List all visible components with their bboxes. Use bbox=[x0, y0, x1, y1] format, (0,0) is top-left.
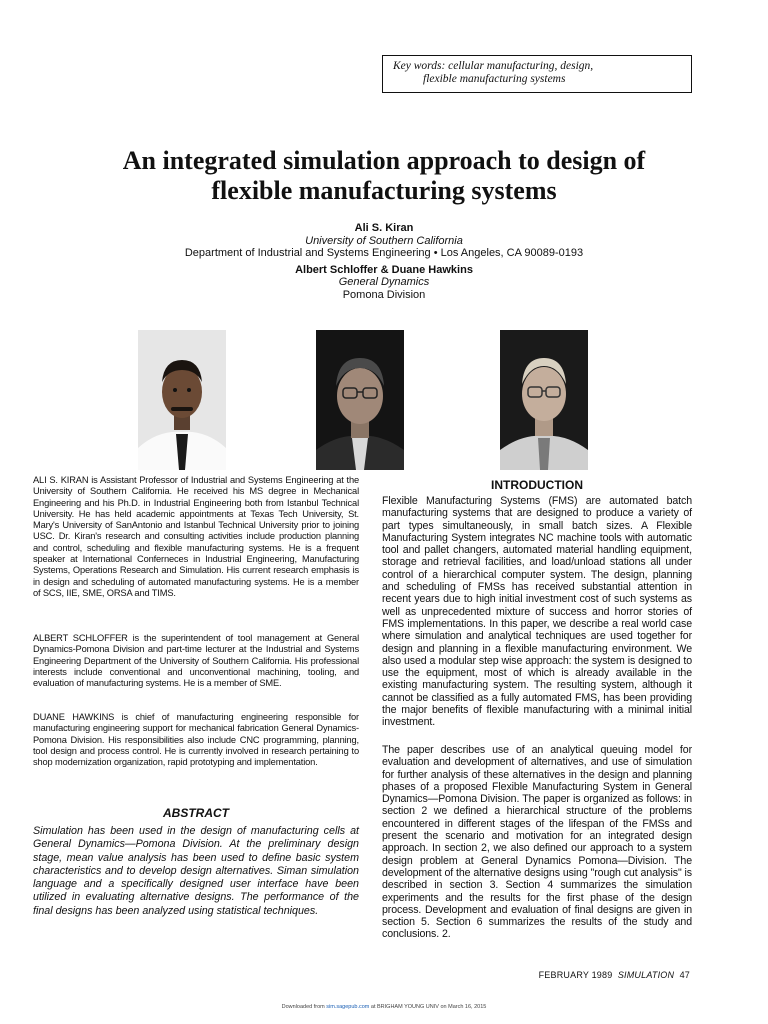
author-2-company: General Dynamics bbox=[338, 276, 430, 288]
intro-paragraph-1: Flexible Manufacturing Systems (FMS) are automated batch manufacturing systems that are designed to produce a variety of part types simultaneously, in small batch sizes. A Flexible Manufacturing System integrates NC machine tools with automatic tool and pallet changers, automated material handling equipment, storage and retrieval facilities, and load/unload stations all under control of a hierarchical computer system. The design, planning and scheduling of FMSs has received substantial attention in recent years due to high initial investment cost of such systems as well as unprecedented mixture of success and horror stories of FMS implementations. In this paper, we describe a real world case where simulation and analytical techniques are used together for design and planning in a flexible manufacturing environment. We also used a modular step wise approach: the system is designed to use the equipment, most of which is already available in the existing manufacturing system. The resulting system, although it cannot be classified as a fully automated FMS, has been providing the major benefits of flexible manufacturing with a minimal initial investment. bbox=[382, 495, 692, 729]
download-link[interactable]: sim.sagepub.com bbox=[326, 1004, 370, 1010]
download-prefix: Downloaded from bbox=[281, 1004, 327, 1010]
author-photo-hawkins bbox=[500, 330, 588, 470]
author-photo-kiran bbox=[138, 330, 226, 470]
page-footer bbox=[500, 970, 690, 980]
intro-paragraph-2: The paper describes use of an analytical queuing model for evaluation and development of alternatives, and use of simulation for further analysis of these alternatives in the design and planning phases of a proposed Flexible Manufacturing System in General Dynamics—Pomona Division. The paper is organized as follows: in section 2 we defined a hierarchical structure of the problems encountered in different stages of the lifespan of the FMSs and present the scenario and motivation for an integrated design approach. In section 2, we also defined our approach to a system design problem at General Dynamics Pomona—Division. The development of the alternative designs using "rough cut analysis" is described in section 3. Section 4 summarizes the simulation experiments and the results for the first phase of the design process. Development and evaluation of final designs are given in section 5. Section 6 summarizes the results of the study and conclusions. 2. bbox=[382, 744, 692, 941]
author-2-division: Pomona Division bbox=[342, 288, 426, 301]
author-1-department: Department of Industrial and Systems Engineering • Los Angeles, CA 90089-0193 bbox=[184, 247, 584, 259]
author-block bbox=[0, 222, 768, 301]
bio-schloffer: ALBERT SCHLOFFER is the superintendent of tool management at General Dynamics-Pomona Division and part-time lecturer at the Industrial and Systems Engineering Department of the University of Southern California. His professional interests include conventional and unconventional machining, tooling, and evaluation of manufacturing systems. He is a member of SME. bbox=[33, 633, 359, 689]
author-2-names: Albert Schloffer & Duane Hawkins bbox=[295, 263, 473, 276]
keywords-line-1: Key words: cellular manufacturing, design, bbox=[393, 60, 594, 72]
paper-title bbox=[0, 146, 768, 206]
abstract-heading: ABSTRACT bbox=[163, 806, 229, 820]
footer-date: FEBRUARY 1989 bbox=[538, 970, 613, 980]
title-line-1: An integrated simulation approach to design of bbox=[122, 146, 646, 175]
author-1-university: University of Southern California bbox=[305, 234, 463, 247]
footer-page-number: 47 bbox=[679, 970, 690, 980]
keywords-box bbox=[382, 55, 692, 93]
footer-journal: SIMULATION bbox=[617, 970, 675, 980]
author-1-name: Ali S. Kiran bbox=[354, 222, 414, 234]
abstract-text: Simulation has been used in the design of manufacturing cells at General Dynamics—Pomona Division. At the preliminary design stage, mean value analysis has been used to define basic system characteristics and to develop design alternatives. Siman simulation language and a specifically designed user interface have been utilized in evaluating alternative designs. The performance of the final designs has been analyzed using statistical techniques. bbox=[33, 825, 359, 917]
author-photo-schloffer bbox=[316, 330, 404, 470]
download-suffix: at BRIGHAM YOUNG UNIV on March 16, 2015 bbox=[369, 1004, 487, 1010]
title-line-2: flexible manufacturing systems bbox=[211, 176, 557, 205]
bio-hawkins: DUANE HAWKINS is chief of manufacturing engineering responsible for manufacturing engineering support for mechanical fabrication General Dynamics-Pomona Division. His responsibilities also include CNC programming, planning, tool design and process control. He is currently involved in research pertaining to shop modernization organization, rapid prototyping and implementation. bbox=[33, 712, 359, 768]
keywords-line-2: flexible manufacturing systems bbox=[423, 73, 566, 85]
introduction-heading: INTRODUCTION bbox=[491, 478, 583, 492]
download-notice bbox=[0, 1004, 768, 1010]
bio-kiran: ALI S. KIRAN is Assistant Professor of Industrial and Systems Engineering at the University of Southern California. He received his MS degree in Mechanical Engineering and his Ph.D. in Industrial Engineering both from Istanbul Technical University. He has held academic appointments at Texas Tech University, St. Mary's University of SanAntonio and Istanbul Technical University prior to joining USC. Dr. Kiran's research and consulting activities include production planning and control, scheduling and flexible manufacturing systems. He is a frequent speaker at International Conferneces in Industrial Engineering, Manufacturing Systems, Operations Research and Simulation. His current research emphasis is in design and scheduling of automated manufacturing systems. He is a member of SCS, IIE, SME, ORSA and TIMS. bbox=[33, 475, 359, 598]
